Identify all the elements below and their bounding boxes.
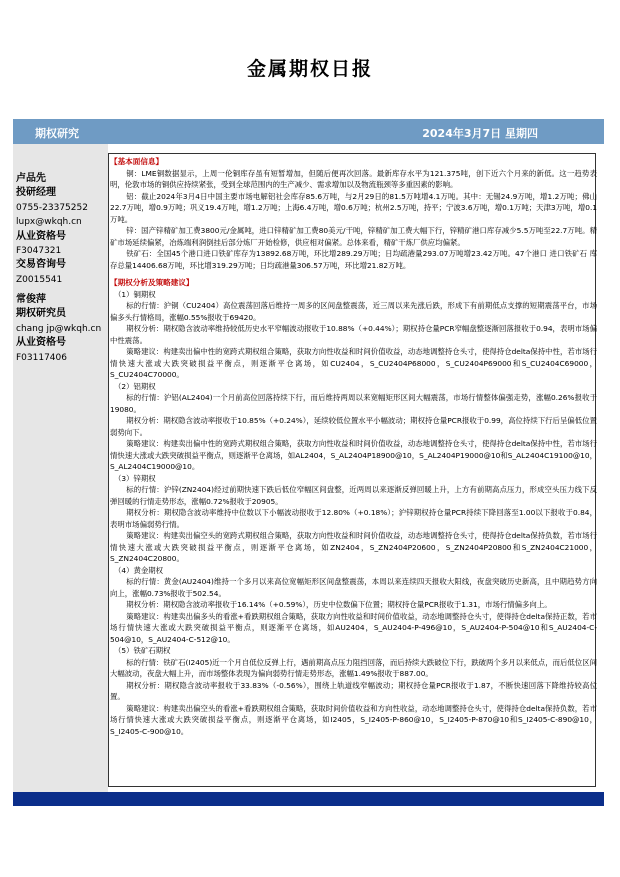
section-factor: 期权分析：期权隐含波动率维持中位数以下小幅波动报收于12.80%（+0.18%）；沪锌期权持仓量PCR持续下降回落至1.00以下报收于0.84，表明市场偏弱势行情。 [110, 508, 597, 529]
header-category: 期权研究 [35, 127, 79, 140]
section-heading: （3）锌期权 [114, 473, 156, 483]
section-market: 标的行情：沪锌(ZN2404)经过前期快速下跌后低位窄幅区间盘整，近两周以来逐渐反弹回暖上升，上方有前期高点压力，形成空头压力线下反弹回暖的行情走势形态，涨幅0.72%报收于20905。 [110, 485, 597, 506]
section-market: 标的行情：沪铝(AL2404)一个月前高位回落持续下行，而后维持两周以来宽幅矩形区间大幅震荡，市场行情整体偏强走势，涨幅0.26%报收于19080。 [110, 393, 597, 414]
analyst-name: 卢品先 [16, 173, 46, 184]
basic-iron-ore: 铁矿石：全国45个港口进口铁矿库存为13892.68万吨，环比增289.29万吨；日均疏港量293.07万吨增23.42万吨。47个港口 进口铁矿石 库存总量14406.68万吨，环比增319.29万吨；日均疏港量306.57万吨，环比增21.82万吨。 [110, 249, 597, 270]
basic-zinc: 锌：国产锌精矿加工费3800元/金属吨，进口锌精矿加工费80美元/干吨，锌精矿加工费大幅下行，锌精矿港口库存减少5.5万吨至22.7万吨。精矿市场延续偏紧，冶炼端利润倒挂后部分炼厂开始检修，供应相对偏紧。总体来看，精矿干炼厂供应均偏紧。 [110, 226, 597, 247]
section-strategy: 策略建议：构建卖出偏中性的宽跨式期权组合策略，获取方向性收益和时间价值收益，动态地调整持仓头寸，使得持仓delta保持中性，若市场行情快速大涨或大跌突破损益平衡点，则逐渐平仓离场，如AL2404，S_AL2404P18900@10，S_AL2404P19000@10和S_AL2404C19100@10，S_AL2404C19000@10。 [110, 439, 597, 471]
report-title: 金属期权日报 [246, 58, 373, 80]
section-market: 标的行情：沪铜（CU2404）高位震荡回落后维持一周多的区间盘整震荡，近三周以来先涨后跌，形成下有前期低点支撑的短期震荡平台，市场偏多头行情格局，涨幅0.55%报收于69420。 [110, 301, 597, 322]
advisor-label: 交易咨询号 [16, 259, 66, 271]
cert-label: 从业资格号 [16, 337, 66, 349]
section-heading: （4）黄金期权 [114, 565, 164, 575]
analyst-card-1 [16, 172, 88, 287]
analyst-phone: 0755-23375252 [16, 202, 88, 213]
section-strategy: 策略建议：构建卖出偏多头的看涨+看跌期权组合策略，获取方向性收益和时间价值收益，动态地调整持仓头寸，使得持仓delta保持正数，若市场行情快速大涨或大跌突破损益平衡点，则逐渐平仓离场，如AU2404，S_AU2404-P-496@10，S_AU2404-P-504@10和S_AU2404-C-504@10，S_AU2404-C-512@10。 [110, 611, 597, 644]
analyst-email: lupx@wkqh.cn [16, 217, 82, 228]
analyst-role: 期权研究员 [16, 308, 66, 320]
section-factor: 期权分析：期权隐含波动率报收于10.85%（+0.24%），延续较低位置水平小幅波动；期权持仓量PCR报收于0.99，高位持续下行后呈偏低位置弱势向下。 [110, 416, 597, 437]
section-factor: 期权分析：期权隐含波动率报收于16.14%（+0.59%），历史中位数偏下位置；期权持仓量PCR报收于1.31，市场行情偏多向上。 [126, 600, 552, 609]
basic-copper: 铜：LME铜数据显示，上周一伦铜库存虽有短暂增加，但随后便再次回落。最新库存水平为121.375吨，创下近六个月来的新低。这一趋势表明，伦敦市场的铜供应持续紧张，受到全球范围内的生产减少、需求增加以及物流瓶颈等多重因素的影响。 [110, 168, 597, 189]
section-factor: 期权分析：期权隐含波动率维持较低历史水平窄幅波动报收于10.88%（+0.44%）；期权持仓量PCR窄幅盘整逐渐回落报收于0.94，表明市场偏中性震荡。 [110, 324, 597, 345]
basic-info-title: 【基本面信息】 [110, 157, 164, 166]
section-strategy: 策略建议：构建卖出偏空头的看涨+看跌期权组合策略，获取时间价值收益和方向性收益，动态地调整持仓头寸，使得持仓delta保持负数，若市场行情快速大涨或大跌突破损益平衡点，则逐渐平仓离场，如I2405，S_I2405-P-860@10，S_I2405-P-870@10和S_I2405-C-890@10，S_I2405-C-900@10。 [110, 703, 597, 736]
section-strategy: 策略建议：构建卖出偏中性的宽跨式期权组合策略，获取方向性收益和时间价值收益，动态地调整持仓头寸，使得持仓delta保持中性，若市场行情快速大涨或大跌突破损益平衡点，则逐渐平仓离场，如CU2404，S_CU2404P68000，S_CU2404P69000和S_CU2404C69000，S_CU2404C70000。 [110, 347, 597, 379]
advisor-number: Z0015541 [16, 274, 63, 285]
header-bar [13, 119, 604, 144]
report-body [110, 156, 597, 737]
analyst-card-2 [16, 293, 101, 365]
section-heading: （2）铝期权 [114, 381, 156, 391]
analysis-title: 【期权分析及策略建议】 [110, 278, 194, 287]
basic-aluminum: 铝：截止2024年3月4日中国主要市场电解铝社会库存85.6万吨，与2月29日的81.5万吨增4.1万吨。其中：无锡24.9万吨，增1.2万吨；佛山22.7万吨，增0.9万吨；巩义19.4万吨，增1.2万吨；上海6.4万吨，增0.6万吨；杭州2.5万吨，持平；宁波3.6万吨，增0.1万吨；天津3万吨，增0.1万吨。 [110, 191, 597, 224]
cert-number: F3047321 [16, 246, 62, 257]
analyst-name: 常俊萍 [16, 294, 46, 305]
section-market: 标的行情：铁矿石(I2405)近一个月自低位反弹上行，遇前期高点压力阻挡回落，而后持续大跌破位下行，跌破两个多月以来低点，而后低位区间大幅波动，夜盘大幅上升，而市场整体表现为偏向弱势行情走势形态，涨幅1.49%报收于887.00。 [110, 657, 597, 678]
section-factor: 期权分析：期权隐含波动率报收于33.83%（-0.56%），围绕上轨道线窄幅波动；期权持仓量PCR报收于1.87，不断快速回落下降维持较高位置。 [110, 680, 597, 701]
section-market: 标的行情：黄金(AU2404)维持一个多月以来高位宽幅矩形区间盘整震荡，本周以来连续四天报收大阳线，夜盘突破历史新高，且中期趋势方向向上，涨幅0.73%报收于502.54。 [110, 577, 597, 598]
analyst-email: chang jp@wkqh.cn [16, 323, 102, 334]
section-heading: （5）铁矿石期权 [114, 646, 171, 655]
section-strategy: 策略建议：构建卖出偏空头的宽跨式期权组合策略，获取方向性收益和时间价值收益，动态地调整持仓头寸，使得持仓delta保持负数，若市场行情快速大涨或大跌突破损益平衡点，则逐渐平仓离场，如ZN2404，S_ZN2404P20600，S_ZN2404P20800和S_ZN2404C21000，S_ZN2404C20800。 [110, 531, 597, 563]
cert-number: F03117406 [16, 352, 67, 363]
header-date: 2024年3月7日 星期四 [422, 127, 538, 140]
cert-label: 从业资格号 [16, 230, 66, 242]
footer-bar [13, 792, 604, 806]
section-heading: （1）铜期权 [114, 289, 156, 299]
analyst-role: 投研经理 [16, 187, 56, 199]
